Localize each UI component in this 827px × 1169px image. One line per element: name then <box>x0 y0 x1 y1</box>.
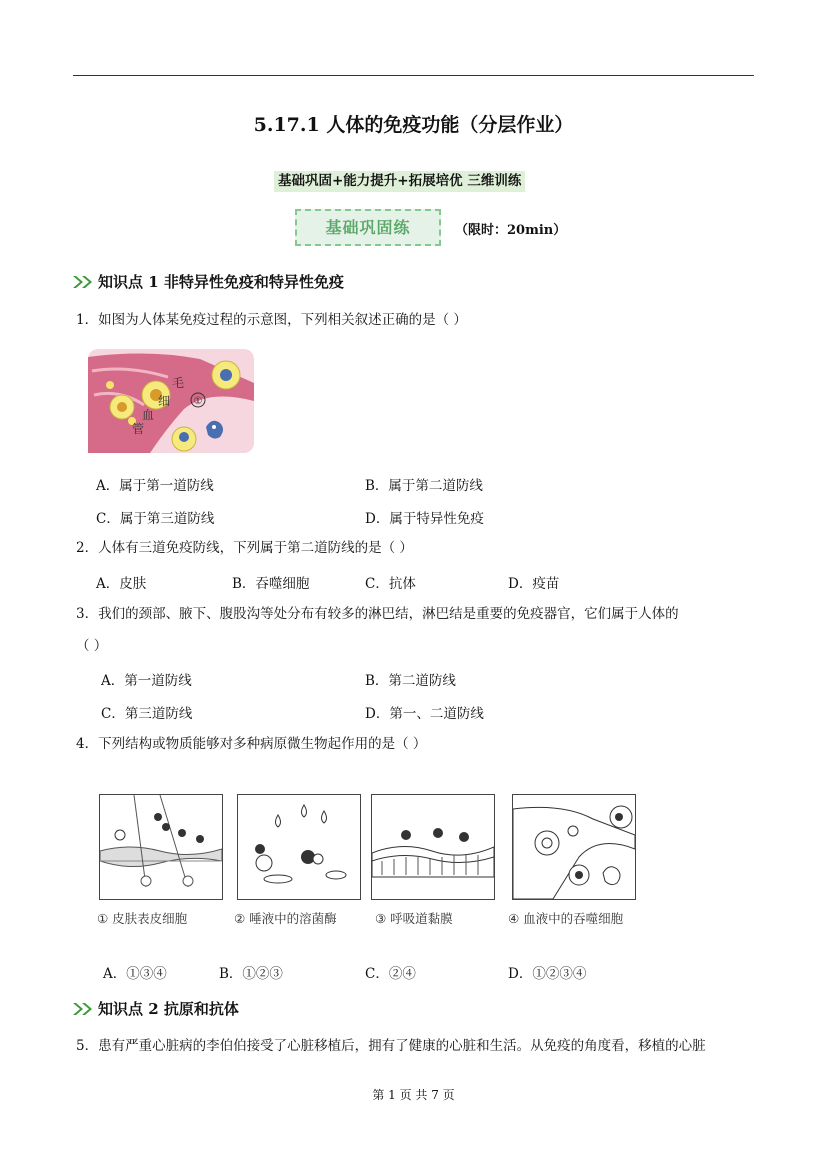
caption-4: ④ 血液中的吞噬细胞 <box>508 911 624 926</box>
figure-respiratory-mucosa <box>371 794 495 900</box>
q2-option-b[interactable]: B．吞噬细胞 <box>232 576 310 592</box>
top-rule <box>73 75 754 76</box>
question-3-stem-cont: （ ） <box>76 638 108 654</box>
q2-option-d[interactable]: D．疫苗 <box>508 576 560 592</box>
caption-3: ③ 呼吸道黏膜 <box>375 911 453 926</box>
figure-label-1: ① <box>193 396 203 407</box>
figure-label-guan: 管 <box>132 422 145 436</box>
section-heading-1 <box>72 271 344 292</box>
q4-option-d[interactable]: D．①②③④ <box>508 966 587 982</box>
section-heading-2 <box>72 998 239 1019</box>
q3-option-d[interactable]: D．第一、二道防线 <box>365 706 484 722</box>
section-label: 知识点 2 抗原和抗体 <box>98 1000 239 1018</box>
q3-option-c[interactable]: C．第三道防线 <box>101 706 193 722</box>
figure-skin-cells <box>99 794 223 900</box>
q1-option-d[interactable]: D．属于特异性免疫 <box>365 511 484 527</box>
double-chevron-icon <box>72 1002 94 1016</box>
q3-option-b[interactable]: B．第二道防线 <box>365 673 456 689</box>
figure-label-mao: 毛 <box>172 376 185 390</box>
level-badge: 基础巩固练 <box>295 209 441 246</box>
figure-blood-phagocytes <box>512 794 636 900</box>
page-title: 5.17.1 人体的免疫功能（分层作业） <box>253 114 574 136</box>
time-limit: （限时：20min） <box>455 223 567 238</box>
figure-label-xue: 血 <box>142 408 155 422</box>
double-chevron-icon <box>72 275 94 289</box>
question-3-stem: 3．我们的颈部、腋下、腹股沟等处分布有较多的淋巴结，淋巴结是重要的免疫器官，它们属于人体的 <box>76 606 679 622</box>
caption-1: ① 皮肤表皮细胞 <box>97 911 188 926</box>
subtitle-banner: 基础巩固+能力提升+拓展培优 三维训练 <box>274 171 525 192</box>
immune-process-figure <box>88 349 254 453</box>
q1-option-c[interactable]: C．属于第三道防线 <box>96 511 215 527</box>
q1-option-b[interactable]: B．属于第二道防线 <box>365 478 483 494</box>
section-label: 知识点 1 非特异性免疫和特异性免疫 <box>98 273 344 291</box>
page-footer: 第 1 页 共 7 页 <box>372 1088 455 1102</box>
question-5-stem: 5．患有严重心脏病的李伯伯接受了心脏移植后，拥有了健康的心脏和生活。从免疫的角度看，移植的心脏 <box>76 1038 706 1054</box>
q2-option-a[interactable]: A．皮肤 <box>96 576 147 592</box>
caption-2: ② 唾液中的溶菌酶 <box>234 911 337 926</box>
question-2-stem: 2．人体有三道免疫防线，下列属于第二道防线的是（ ） <box>76 540 413 556</box>
figure-saliva-lysozyme <box>237 794 361 900</box>
question-1-stem: 1．如图为人体某免疫过程的示意图，下列相关叙述正确的是（ ） <box>76 312 467 328</box>
q2-option-c[interactable]: C．抗体 <box>365 576 416 592</box>
q4-option-a[interactable]: A．①③④ <box>103 966 167 982</box>
question-4-stem: 4．下列结构或物质能够对多种病原微生物起作用的是（ ） <box>76 736 427 752</box>
q4-option-c[interactable]: C．②④ <box>365 966 416 982</box>
q4-option-b[interactable]: B．①②③ <box>219 966 283 982</box>
q3-option-a[interactable]: A．第一道防线 <box>101 673 192 689</box>
figure-label-xi: 细 <box>158 394 171 408</box>
q1-option-a[interactable]: A．属于第一道防线 <box>96 478 214 494</box>
